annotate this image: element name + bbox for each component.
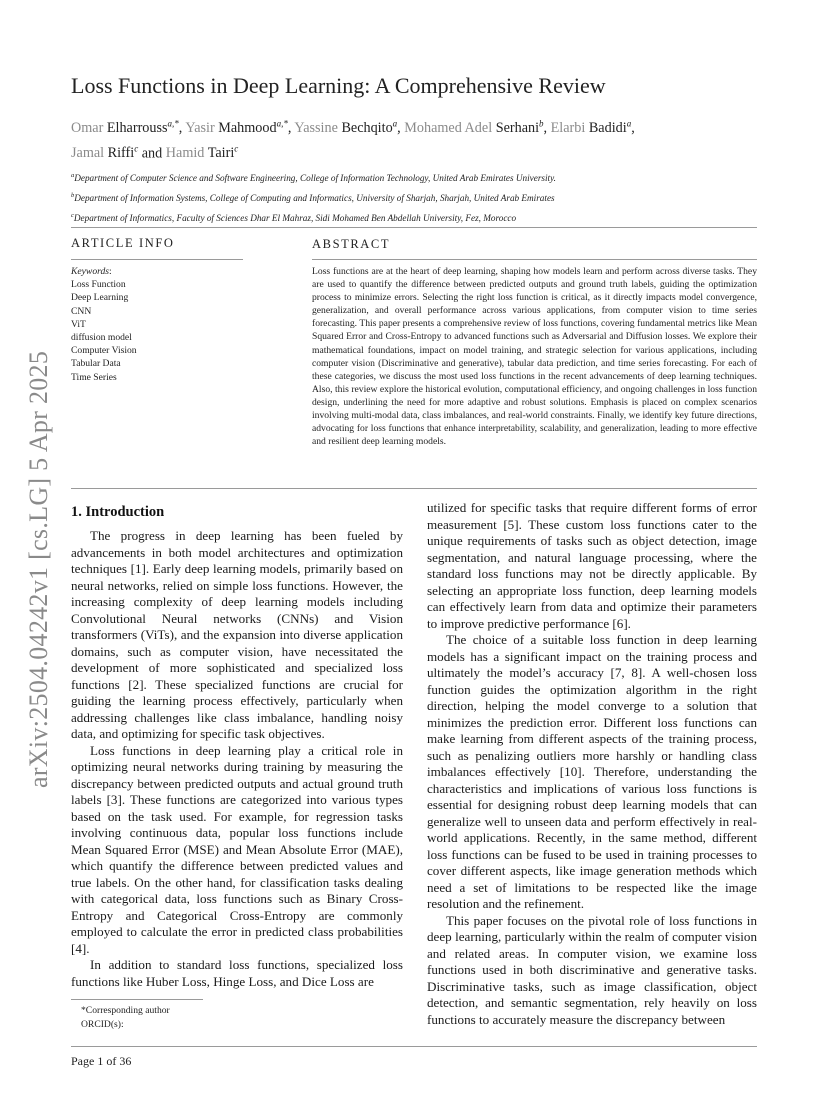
author: Yasir Mahmood$^{a,*}$, xyxy=(185,118,292,136)
author: Omar Elharrouss$^{a,*}$, xyxy=(71,118,183,136)
paragraph: This paper focuses on the pivotal role of loss functions in deep learning, particularly within the realm of computer vision and related areas. In computer vision, we examine loss functions used in both discriminative and generative tasks. Discriminative tasks, such as image classification, object detection, and semantic segmentation, rely heavily on loss functions to accurately measure the discrepancy between xyxy=(427,912,757,1027)
keyword: ViT xyxy=(71,318,86,330)
keyword: Deep Learning xyxy=(71,292,129,304)
paragraph: The choice of a suitable loss function in deep learning models has a significant impact on the training process and ultimately the model’s accuracy [7, 8]. A well-chosen loss function guides the optimization algorithm in the right direction, helping the model converge to a solution that minimizes the prediction error. Different loss functions can make learning from different aspects of the training process, such as penalizing outliers more harshly or handling class imbalances effectively [10]. Therefore, understanding the characteristics and implications of various loss functions is essential for designing robust deep learning models that can generalize well to unseen data and perform effectively in real-world applications. Recently, in the same method, different loss functions can be fused to be used in training processes to cover different aspects, like image generation methods which need a set of limitations to be respected like the image resolution and the refinement. xyxy=(427,632,757,911)
affiliations xyxy=(71,167,761,227)
keyword: diffusion model xyxy=(71,332,132,344)
divider-body xyxy=(71,488,757,489)
paper-title: Loss Functions in Deep Learning: A Comprehensive Review xyxy=(71,73,606,98)
footnote-corresponding: *Corresponding author xyxy=(81,1005,170,1016)
footnote-orcid: ORCID(s): xyxy=(81,1018,124,1030)
section-heading-introduction: 1. Introduction xyxy=(71,504,165,520)
arxiv-id-text: arXiv:2504.04242v1 [cs.LG] 5 Apr 2025 xyxy=(24,350,53,788)
abstract-text: Loss functions are at the heart of deep learning, shaping how models learn and perform across diverse tasks. They are used to quantify the difference between predicted outputs and ground truth labels, guiding the optimization process to minimize errors. Selecting the right loss function is critical, as it directly impacts model convergence, generalization, and overall performance across various applications, from computer vision to time series forecasting. This paper presents a comprehensive review of loss functions, covering fundamental metrics like Mean Squared Error and Cross-Entropy to advanced functions such as Adversarial and Diffusion losses. We explore their mathematical foundations, impact on model training, and strategic selection for various applications, including computer vision (Discriminative and generative), tabular data prediction, and time series forecasting. For each of these categories, we discuss the most used loss functions in the recent advancements of deep learning techniques. Also, this review explore the historical evolution, computational efficiency, and ongoing challenges in loss function design, underlining the need for more adaptive and robust solutions. Emphasis is placed on complex scenarios involving multi-modal data, class imbalances, and real-world constraints. Finally, we identify key future directions, advocating for loss functions that enhance interpretability, scalability, and generalization, leading to more effective and resilient deep learning models. xyxy=(312,266,757,448)
keywords-block: Keywords: Loss Function Deep Learning CNN ViT diffusion model Computer Vision Tabular Data Time Series xyxy=(71,265,241,384)
keyword: Tabular Data xyxy=(71,358,121,370)
paragraph: In addition to standard loss functions, specialized loss functions like Huber Loss, Hinge Loss, and Dice Loss are xyxy=(71,957,403,989)
author-list: Omar Elharrouss$^{a,*}$, Yasir Mahmood$^{a,*}$, Yassine Bechqito$^a$, Mohamed Adel Serhani$^b$, Elarbi Badidi$^a$, Jamal Riffi$^c$ and Hamid Tairi$^c$ xyxy=(71,118,635,162)
author: Hamid Tairi$^c$ xyxy=(165,143,239,162)
divider-footer xyxy=(71,1046,757,1047)
keywords-label: Keywords xyxy=(71,266,110,277)
author: Jamal Riffi$^c$ xyxy=(71,143,139,162)
footnote-rule xyxy=(71,999,203,1000)
divider-article-info xyxy=(71,259,243,260)
author: Elarbi Badidi$^a$, xyxy=(550,118,635,136)
affiliation: $^a$Department of Computer Science and Software Engineering, College of Information Technology, United Arab Emirates University. xyxy=(71,172,556,184)
body-column-right xyxy=(427,500,757,1028)
keyword: Time Series xyxy=(71,371,117,383)
paragraph: Loss functions in deep learning play a critical role in optimizing neural networks during training by measuring the discrepancy between predicted outputs and actual ground truth labels [3]. These functions are categorized into various types based on the task used. For example, for regression tasks involving continuous data, popular loss functions include Mean Squared Error (MSE) and Mean Absolute Error (MAE), which quantify the difference between predicted values and true labels. On the other hand, for classification tasks dealing with categorical data, loss functions such as Binary Cross-Entropy and Categorical Cross-Entropy are commonly employed to calculate the error in predicted class probabilities [4]. xyxy=(71,742,403,956)
author: Yassine Bechqito$^a$, xyxy=(294,118,401,136)
keyword: CNN xyxy=(71,305,92,317)
article-info-heading: ARTICLE INFO xyxy=(71,236,175,250)
affiliation: $^c$Department of Informatics, Faculty of Sciences Dhar El Mahraz, Sidi Mohamed Ben Abdellah University, Fez, Morocco xyxy=(71,212,517,224)
body-column-left xyxy=(71,528,403,990)
author: Mohamed Adel Serhani$^b$, xyxy=(404,118,548,136)
footnote xyxy=(81,1004,170,1031)
keyword: Computer Vision xyxy=(71,345,137,357)
page-number: Page 1 of 36 xyxy=(71,1054,132,1068)
affiliation: $^b$Department of Information Systems, College of Computing and Informatics, University of Sharjah, Sharjah, United Arab Emirates xyxy=(71,192,555,204)
keyword: Loss Function xyxy=(71,279,126,291)
divider-top xyxy=(71,227,757,228)
abstract-heading: ABSTRACT xyxy=(312,237,391,251)
paragraph: utilized for specific tasks that require different forms of error measurement [5]. These custom loss functions cater to the unique requirements of tasks such as object detection, image segmentation, and natural language processing, where the standard loss functions may not be directly applicable. By selecting an appropriate loss function, deep learning models can effectively learn from data and optimize their parameters to improve predictive performance [6]. xyxy=(427,500,757,631)
paragraph: The progress in deep learning has been fueled by advancements in both model architectures and optimization techniques [1]. Early deep learning models, primarily based on neural networks, relied on simple loss functions. However, the increasing complexity of deep learning models including Convolutional Neural networks (CNNs) and Vision transformers (ViTs), and the expansion into diverse application domains, such as computer vision, have necessitated the development of more sophisticated and specialized loss functions [2]. These specialized functions are crucial for guiding the learning process effectively, particularly when addressing challenges like class imbalance, handling noisy data, and optimizing for specific task objectives. xyxy=(71,528,403,741)
arxiv-identifier xyxy=(17,320,57,790)
divider-abstract xyxy=(312,259,757,260)
